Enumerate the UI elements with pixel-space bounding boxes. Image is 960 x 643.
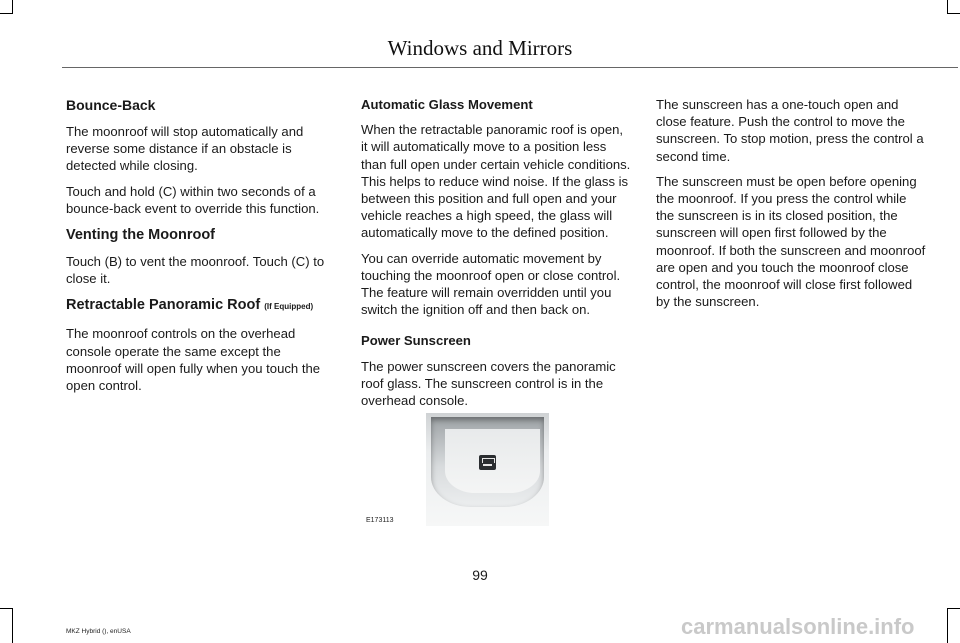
heading-retractable-roof-text: Retractable Panoramic Roof — [66, 297, 261, 314]
sunscreen-switch-icon — [479, 455, 496, 470]
heading-automatic-glass: Automatic Glass Movement — [361, 97, 533, 112]
crop-mark-bottom-right-v — [947, 608, 948, 643]
page-header-title: Windows and Mirrors — [387, 36, 573, 60]
paragraph-power-sunscreen: The power sunscreen covers the panoramic roof glass. The sunscreen control is in the overhead console. — [361, 358, 616, 409]
paragraph-venting: Touch (B) to vent the moonroof. Touch (C) to close it. — [66, 254, 325, 287]
paragraph-retractable-roof: The moonroof controls on the overhead console operate the same except the moonroof will open fully when you touch the open control. — [66, 326, 321, 394]
sunscreen-control-illustration — [426, 413, 549, 526]
crop-mark-top-left-h — [0, 13, 13, 14]
paragraph-automatic-glass-1: When the retractable panoramic roof is open, it will automatically move to a position less than full open under certain vehicle conditions. This helps to reduce wind noise. If the glass is between this position and full open and your vehicle reaches a high speed, the glass will automatically move to the defined position. — [361, 122, 631, 241]
if-equipped-tag: (If Equipped) — [264, 302, 314, 312]
crop-mark-top-right-h — [947, 13, 960, 14]
paragraph-open-before: The sunscreen must be open before opening the moonroof. If you press the control while the sunscreen is in its closed position, the sunscreen will open first followed by the moonroof. If both the sunscreen and moonroof are open and you touch the moonroof close control, the moonroof will close first followed by the sunscreen. — [656, 173, 926, 310]
heading-power-sunscreen: Power Sunscreen — [361, 333, 471, 349]
crop-mark-bottom-left-v — [12, 608, 13, 643]
paragraph-bounce-back-1: The moonroof will stop automatically and reverse some distance if an obstacle is detected while closing. — [66, 124, 304, 174]
column-right — [656, 96, 928, 318]
crop-mark-bottom-right-h — [947, 608, 960, 609]
crop-mark-top-left-v — [12, 0, 13, 14]
column-middle — [361, 96, 633, 417]
heading-venting-moonroof: Venting the Moonroof — [66, 227, 216, 244]
heading-retractable-roof — [66, 295, 338, 317]
figure-code: E173113 — [366, 517, 394, 524]
sunscreen-glyph-icon — [482, 458, 495, 463]
crop-mark-top-right-v — [947, 0, 948, 14]
document-id: MKZ Hybrid (), enUSA — [66, 628, 131, 635]
watermark-logo: carmanualsonline.info — [681, 614, 915, 639]
header-divider — [62, 67, 958, 68]
sunscreen-glyph-bar-icon — [483, 464, 492, 466]
paragraph-automatic-glass-2: You can override automatic movement by touching the moonroof open or close control. The feature will remain overridden until you switch the ignition off and then back on. — [361, 250, 621, 318]
heading-bounce-back: Bounce-Back — [66, 97, 156, 113]
crop-mark-bottom-left-h — [0, 608, 13, 609]
column-left — [66, 96, 338, 402]
paragraph-bounce-back-2: Touch and hold (C) within two seconds of a bounce-back event to override this function. — [66, 183, 320, 216]
paragraph-one-touch: The sunscreen has a one-touch open and close feature. Push the control to move the sunscreen. To stop motion, press the control a second time. — [656, 97, 924, 164]
page-number: 99 — [472, 567, 488, 583]
